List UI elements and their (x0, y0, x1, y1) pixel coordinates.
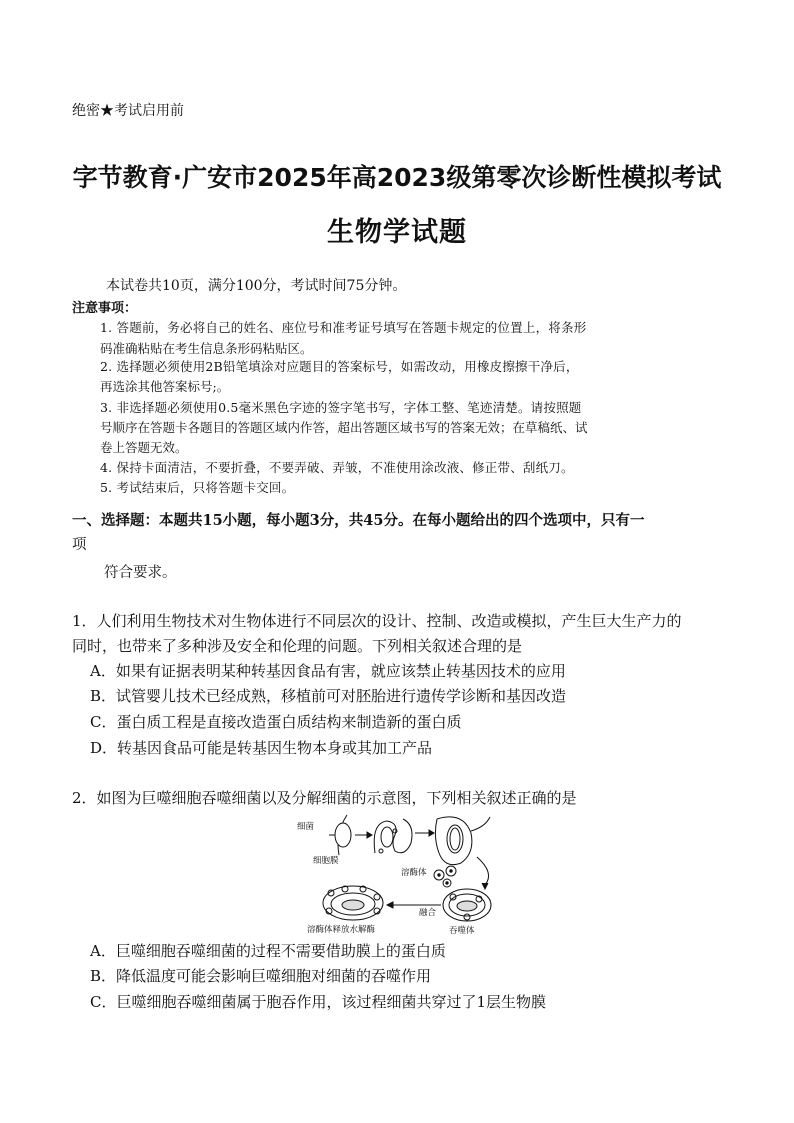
stage-bacterium-approach (329, 815, 351, 855)
question-1-stem: 1．人们利用生物技术对生物体进行不同层次的设计、控制、改造或模拟，产生巨大生产力的 (72, 612, 682, 630)
subject-title: 生物学试题 (327, 217, 467, 248)
lysosome-icon (434, 866, 456, 887)
question-2-option-b: B．降低温度可能会影响巨噬细胞对细菌的吞噬作用 (90, 967, 432, 985)
notice-heading: 注意事项： (72, 301, 138, 316)
question-1-option-a: A．如果有证据表明某种转基因食品有害，就应该禁止转基因技术的应用 (90, 662, 566, 680)
question-2-option-a: A．巨噬细胞吞噬细菌的过程不需要借助膜上的蛋白质 (90, 942, 446, 960)
question-2-stem: 2．如图为巨噬细胞吞噬细菌以及分解细菌的示意图，下列相关叙述正确的是 (72, 789, 577, 807)
notice-item: 卷上答题无效。 (100, 440, 188, 455)
label-membrane: 细胞膜 (313, 856, 339, 866)
notice-item: 3. 非选择题必须使用0.5毫米黑色字迹的签字笔书写，字体工整、笔迹清楚。请按照题 (100, 400, 582, 415)
arrow-icon (355, 832, 372, 838)
digestion-stage (323, 886, 383, 920)
exam-title: 字节教育·广安市2025年高2023级第零次诊断性模拟考试 (72, 163, 722, 192)
notice-item: 5. 考试结束后，只将答题卡交回。 (100, 480, 295, 495)
notice-item: 再选涂其他答案标号;。 (100, 379, 230, 394)
notice-item: 码准确粘贴在考生信息条形码粘贴区。 (100, 341, 313, 356)
section-heading: 一、选择题：本题共15小题，每小题3分，共45分。在每小题给出的四个选项中，只有一 (72, 512, 645, 529)
notice-item: 1. 答题前，务必将自己的姓名、座位号和准考证号填写在答题卡规定的位置上，将条形 (100, 320, 587, 335)
arrow-icon (477, 857, 489, 889)
confidential-mark: 绝密★考试启用前 (72, 103, 184, 119)
notice-item: 号顺序在答题卡各题目的答题区域内作答，超出答题区域书写的答案无效；在草稿纸、试 (100, 420, 588, 435)
section-heading-cont: 符合要求。 (104, 565, 177, 581)
label-fusion: 融合 (419, 908, 437, 918)
section-heading-cont: 项 (72, 537, 87, 553)
phagocytosis-diagram (295, 813, 500, 935)
question-1-option-b: B．试管婴儿技术已经成熟，移植前可对胚胎进行遗传学诊断和基因改造 (90, 687, 567, 705)
stage-phagocytosed (435, 817, 490, 865)
notice-item: 2. 选择题必须使用2B铅笔填涂对应题目的答案标号，如需改动，用橡皮擦擦干净后， (100, 359, 579, 374)
label-phagosome: 吞噬体 (449, 926, 475, 935)
question-2-option-c: C．巨噬细胞吞噬细菌属于胞吞作用，该过程细菌共穿过了1层生物膜 (90, 993, 547, 1011)
arrow-icon (415, 830, 434, 836)
exam-intro: 本试卷共10页，满分100分，考试时间75分钟。 (106, 278, 407, 294)
stage-engulfing (374, 819, 412, 853)
label-enzyme-release: 溶酶体释放水解酶 (307, 925, 376, 935)
notice-item: 4. 保持卡面清洁，不要折叠，不要弄破、弄皱，不准使用涂改液、修正带、刮纸刀。 (100, 460, 574, 475)
phagosome-icon (443, 889, 491, 921)
label-bacteria: 细菌 (297, 822, 315, 832)
question-1-stem: 同时，也带来了多种涉及安全和伦理的问题。下列相关叙述合理的是 (72, 637, 523, 655)
label-lysosome: 溶酶体 (401, 868, 427, 878)
question-1-option-c: C．蛋白质工程是直接改造蛋白质结构来制造新的蛋白质 (90, 713, 462, 731)
question-1-option-d: D．转基因食品可能是转基因生物本身或其加工产品 (90, 739, 433, 757)
